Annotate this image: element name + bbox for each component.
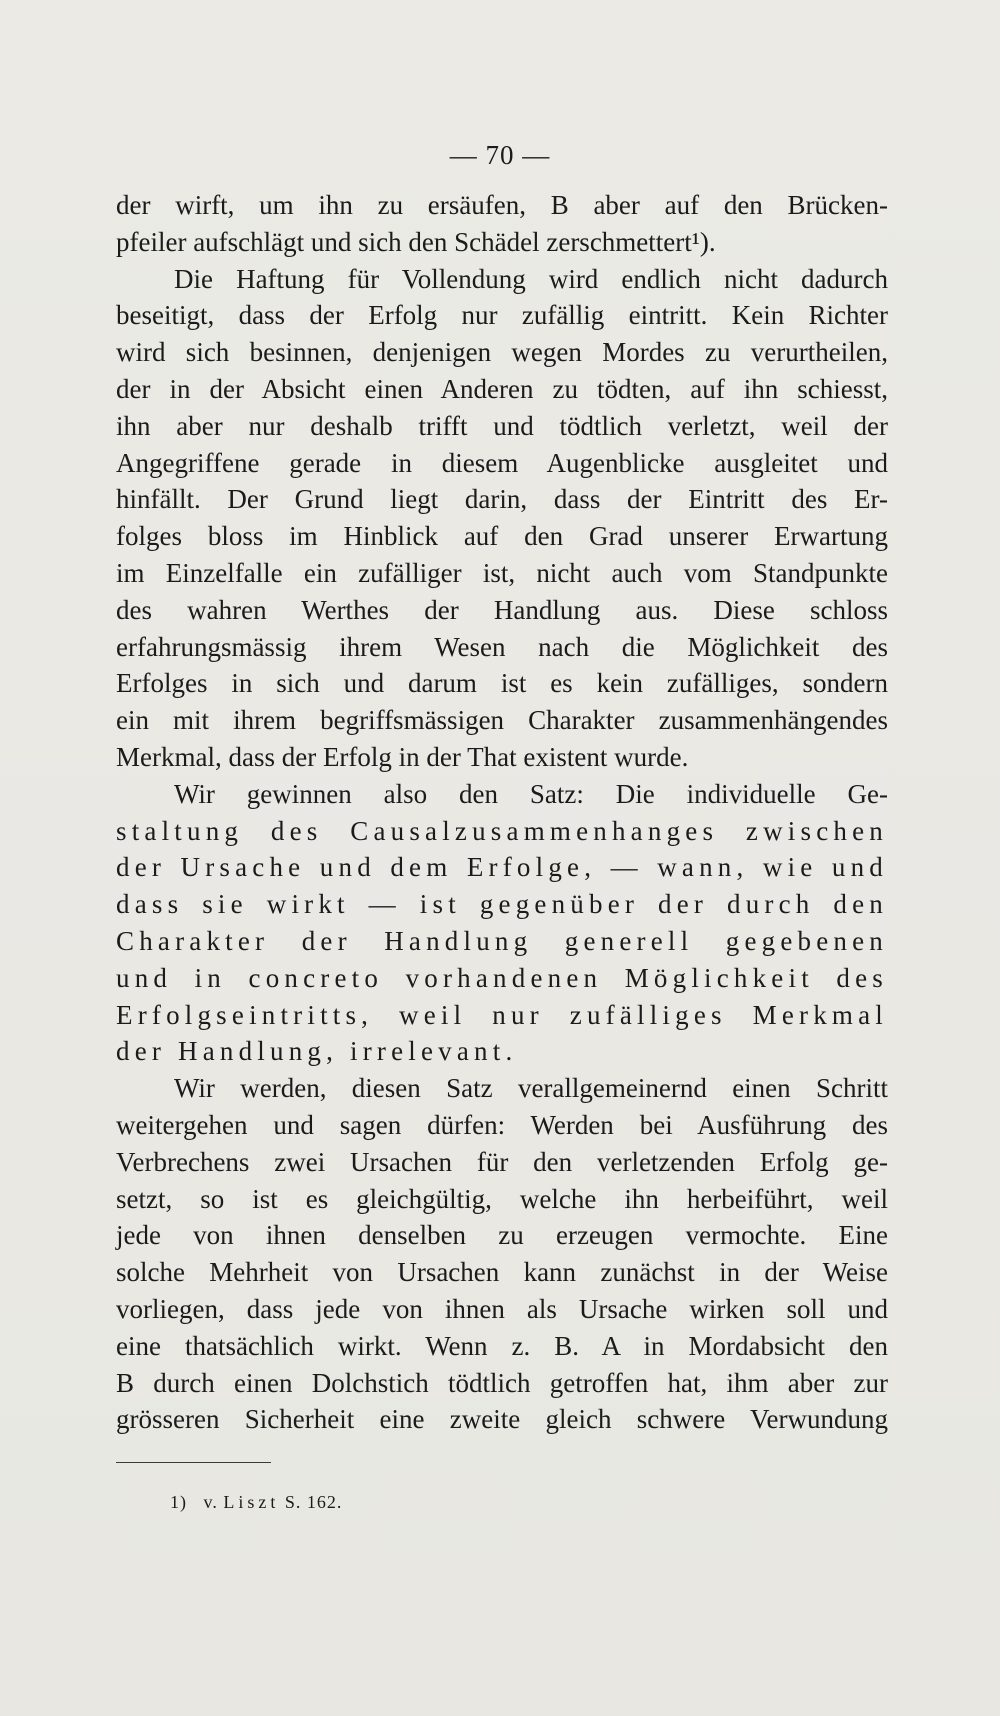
text-line: staltung des Causalzusammenhanges zwischen xyxy=(116,815,888,846)
text-line: der in der Absicht einen Anderen zu tödten, auf ihn schiesst, xyxy=(116,373,888,404)
text-line: vorliegen, dass jede von ihnen als Ursache wirken soll und xyxy=(116,1293,888,1324)
text-line: Merkmal, dass der Erfolg in der That existent wurde. xyxy=(116,741,689,772)
text-line: hinfällt. Der Grund liegt darin, dass der Eintritt des Er- xyxy=(116,484,888,515)
text-line: Wir werden, diesen Satz verallgemeinernd einen Schritt xyxy=(174,1073,888,1104)
text-line: setzt, so ist es gleichgültig, welche ihn herbeiführt, weil xyxy=(116,1183,888,1214)
text-line: erfahrungsmässig ihrem Wesen nach die Möglichkeit des xyxy=(116,631,888,662)
text-line: Die Haftung für Vollendung wird endlich nicht dadurch xyxy=(174,263,888,294)
text-line: Verbrechens zwei Ursachen für den verletzenden Erfolg ge- xyxy=(116,1146,888,1177)
text-line: jede von ihnen denselben zu erzeugen vermochte. Eine xyxy=(116,1220,888,1251)
text-line: der wirft, um ihn zu ersäufen, B aber auf den Brücken- xyxy=(116,190,888,220)
text-line: ihn aber nur deshalb trifft und tödtlich verletzt, weil der xyxy=(116,410,888,441)
text-line: im Einzelfalle ein zufälliger ist, nicht auch vom Standpunkte xyxy=(116,557,888,588)
text-line: Wir gewinnen also den Satz: Die individuelle Ge- xyxy=(174,778,888,809)
footnote-author: Liszt xyxy=(223,1492,280,1512)
footnote-marker: 1) xyxy=(170,1492,187,1512)
text-line: Angegriffene gerade in diesem Augenblicke ausgleitet und xyxy=(116,447,888,478)
text-line: weitergehen und sagen dürfen: Werden bei Ausführung des xyxy=(116,1109,888,1140)
text-line: folges bloss im Hinblick auf den Grad unserer Erwartung xyxy=(116,521,888,552)
text-line: der Handlung, irrelevant. xyxy=(116,1036,518,1067)
footnote-reference: S. 162. xyxy=(284,1492,343,1512)
text-line: wird sich besinnen, denjenigen wegen Mordes zu verurtheilen, xyxy=(116,337,888,368)
text-line: und in concreto vorhandenen Möglichkeit des xyxy=(116,962,888,993)
text-line: beseitigt, dass der Erfolg nur zufällig eintritt. Kein Richter xyxy=(116,300,888,331)
text-line: solche Mehrheit von Ursachen kann zunächst in der Weise xyxy=(116,1257,888,1288)
text-line: Erfolgseintritts, weil nur zufälliges Merkmal xyxy=(116,999,888,1030)
text-line: ein mit ihrem begriffsmässigen Charakter zusammenhängendes xyxy=(116,705,888,736)
text-line: Charakter der Handlung generell gegebenen xyxy=(116,925,888,956)
footnote-divider xyxy=(116,1462,271,1463)
text-line: B durch einen Dolchstich tödtlich getroffen hat, ihm aber zur xyxy=(116,1367,888,1398)
text-line: grösseren Sicherheit eine zweite gleich schwere Verwundung xyxy=(116,1404,888,1435)
text-line: pfeiler aufschlägt und sich den Schädel zerschmettert¹). xyxy=(116,226,716,257)
page-number: — 70 — xyxy=(449,140,551,170)
text-line: der Ursache und dem Erfolge, — wann, wie und xyxy=(116,852,888,883)
text-line: dass sie wirkt — ist gegenüber der durch den xyxy=(116,889,888,920)
footnote xyxy=(170,1492,342,1513)
footnote-prefix: v. xyxy=(203,1492,218,1512)
body-text xyxy=(116,187,888,1438)
text-line: eine thatsächlich wirkt. Wenn z. B. A in Mordabsicht den xyxy=(116,1330,888,1361)
text-line: des wahren Werthes der Handlung aus. Diese schloss xyxy=(116,594,888,625)
text-line: Erfolges in sich und darum ist es kein zufälliges, sondern xyxy=(116,668,888,699)
